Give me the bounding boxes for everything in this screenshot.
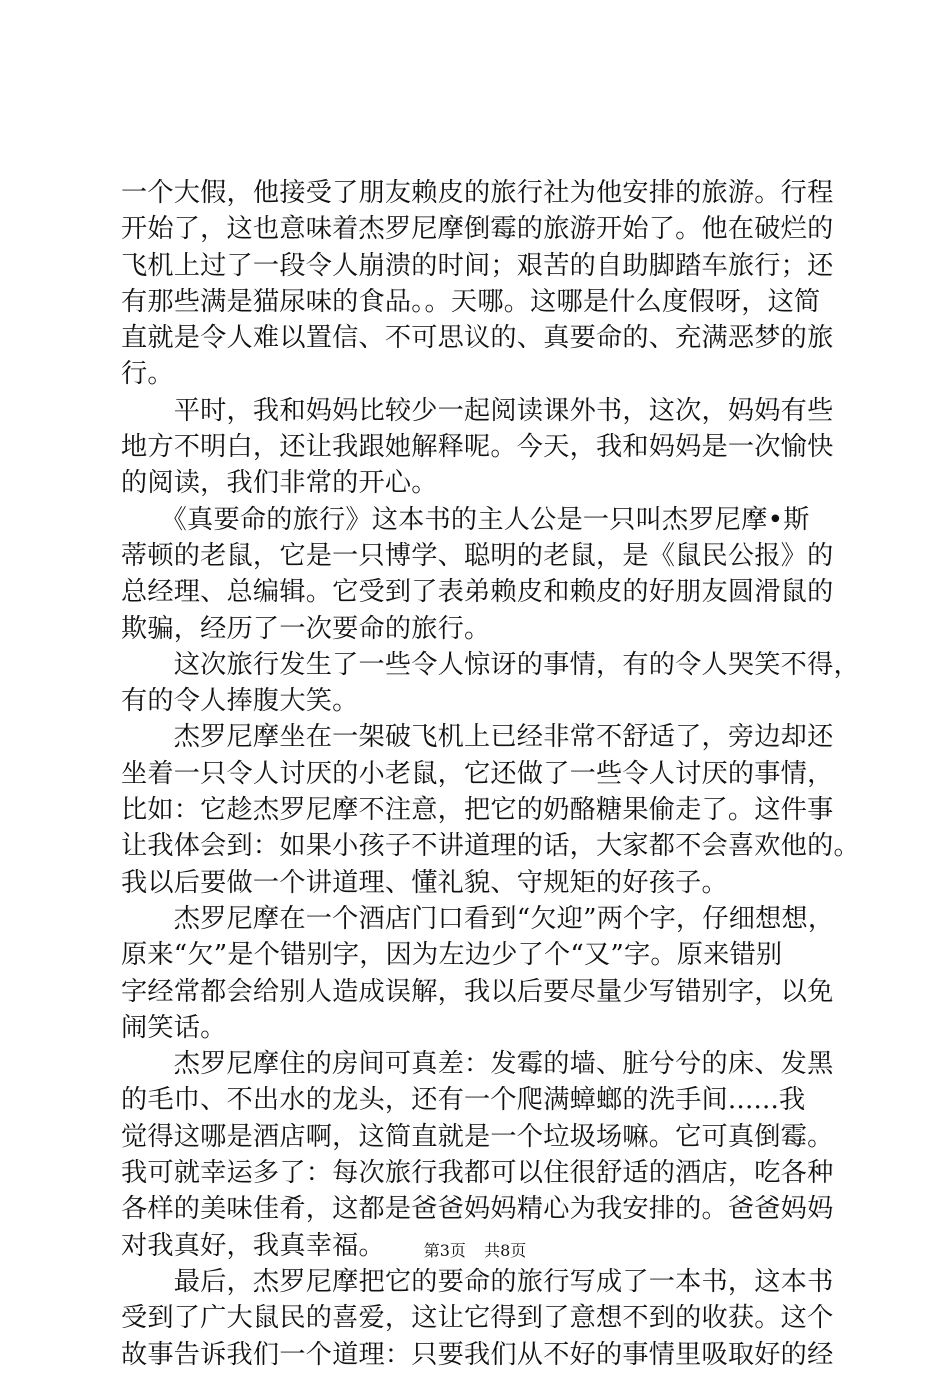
text-line: 让我体会到：如果小孩子不讲道理的话，大家都不会喜欢他的。 <box>121 831 860 862</box>
text-line: 飞机上过了一段令人崩溃的时间；艰苦的自助脚踏车旅行；还 <box>121 250 834 281</box>
page-footer <box>0 1238 950 1261</box>
text-line: 比如：它趁杰罗尼摩不注意，把它的奶酪糖果偷走了。这件事 <box>121 795 834 826</box>
text-line: 蒂顿的老鼠，它是一只博学、聪明的老鼠，是《鼠民公报》的 <box>121 540 834 571</box>
text-line: 行。 <box>121 359 174 390</box>
text-line: 故事告诉我们一个道理：只要我们从不好的事情里吸取好的经 <box>121 1339 834 1370</box>
text-line: 原来“欠”是个错别字，因为左边少了个“又”字。原来错别 <box>121 940 783 971</box>
text-line: 总经理、总编辑。它受到了表弟赖皮和赖皮的好朋友圆滑鼠的 <box>121 577 834 608</box>
text-line: 最后，杰罗尼摩把它的要命的旅行写成了一本书，这本书 <box>121 1266 834 1297</box>
text-line: 各样的美味佳肴，这都是爸爸妈妈精心为我安排的。爸爸妈妈 <box>121 1194 834 1225</box>
page-total: 共8页 <box>484 1241 527 1260</box>
text-line: 这次旅行发生了一些令人惊讶的事情，有的令人哭笑不得， <box>121 649 860 680</box>
text-line: 觉得这哪是酒店啊，这简直就是一个垃圾场嘛。它可真倒霉。 <box>121 1121 834 1152</box>
text-line: 的阅读，我们非常的开心。 <box>121 468 438 499</box>
text-line: 我可就幸运多了：每次旅行我都可以住很舒适的酒店，吃各种 <box>121 1158 834 1189</box>
footer-spacer <box>471 1241 479 1260</box>
text-line: 受到了广大鼠民的喜爱，这让它得到了意想不到的收获。这个 <box>121 1303 834 1334</box>
document-body <box>121 175 860 1373</box>
text-line: 的毛巾、不出水的龙头，还有一个爬满蟑螂的洗手间......我 <box>121 1085 806 1116</box>
text-line: 杰罗尼摩住的房间可真差：发霉的墙、脏兮兮的床、发黑 <box>121 1049 834 1080</box>
text-line: 坐着一只令人讨厌的小老鼠，它还做了一些令人讨厌的事情， <box>121 758 834 789</box>
text-line: 欺骗，经历了一次要命的旅行。 <box>121 613 491 644</box>
text-line: 闹笑话。 <box>121 1012 227 1043</box>
text-line: 开始了，这也意味着杰罗尼摩倒霉的旅游开始了。他在破烂的 <box>121 214 834 245</box>
text-line: 《真要命的旅行》这本书的主人公是一只叫杰罗尼摩•斯 <box>121 504 810 535</box>
text-line: 直就是令人难以置信、不可思议的、真要命的、充满恶梦的旅 <box>121 323 834 354</box>
text-line: 对我真好，我真幸福。 <box>121 1230 385 1261</box>
page-number: 第3页 <box>423 1241 466 1260</box>
text-line: 地方不明白，还让我跟她解释呢。今天，我和妈妈是一次愉快 <box>121 432 834 463</box>
text-line: 杰罗尼摩坐在一架破飞机上已经非常不舒适了，旁边却还 <box>121 722 834 753</box>
text-line: 有的令人捧腹大笑。 <box>121 686 359 717</box>
text-line: 字经常都会给别人造成误解，我以后要尽量少写错别字，以免 <box>121 976 834 1007</box>
text-line: 我以后要做一个讲道理、懂礼貌、守规矩的好孩子。 <box>121 867 728 898</box>
text-line: 有那些满是猫尿味的食品。。天哪。这哪是什么度假呀，这简 <box>121 286 821 317</box>
text-line: 一个大假，他接受了朋友赖皮的旅行社为他安排的旅游。行程 <box>121 178 834 208</box>
text-line: 平时，我和妈妈比较少一起阅读课外书，这次，妈妈有些 <box>121 395 834 426</box>
text-line: 杰罗尼摩在一个酒店门口看到“欠迎”两个字，仔细想想， <box>121 903 835 934</box>
